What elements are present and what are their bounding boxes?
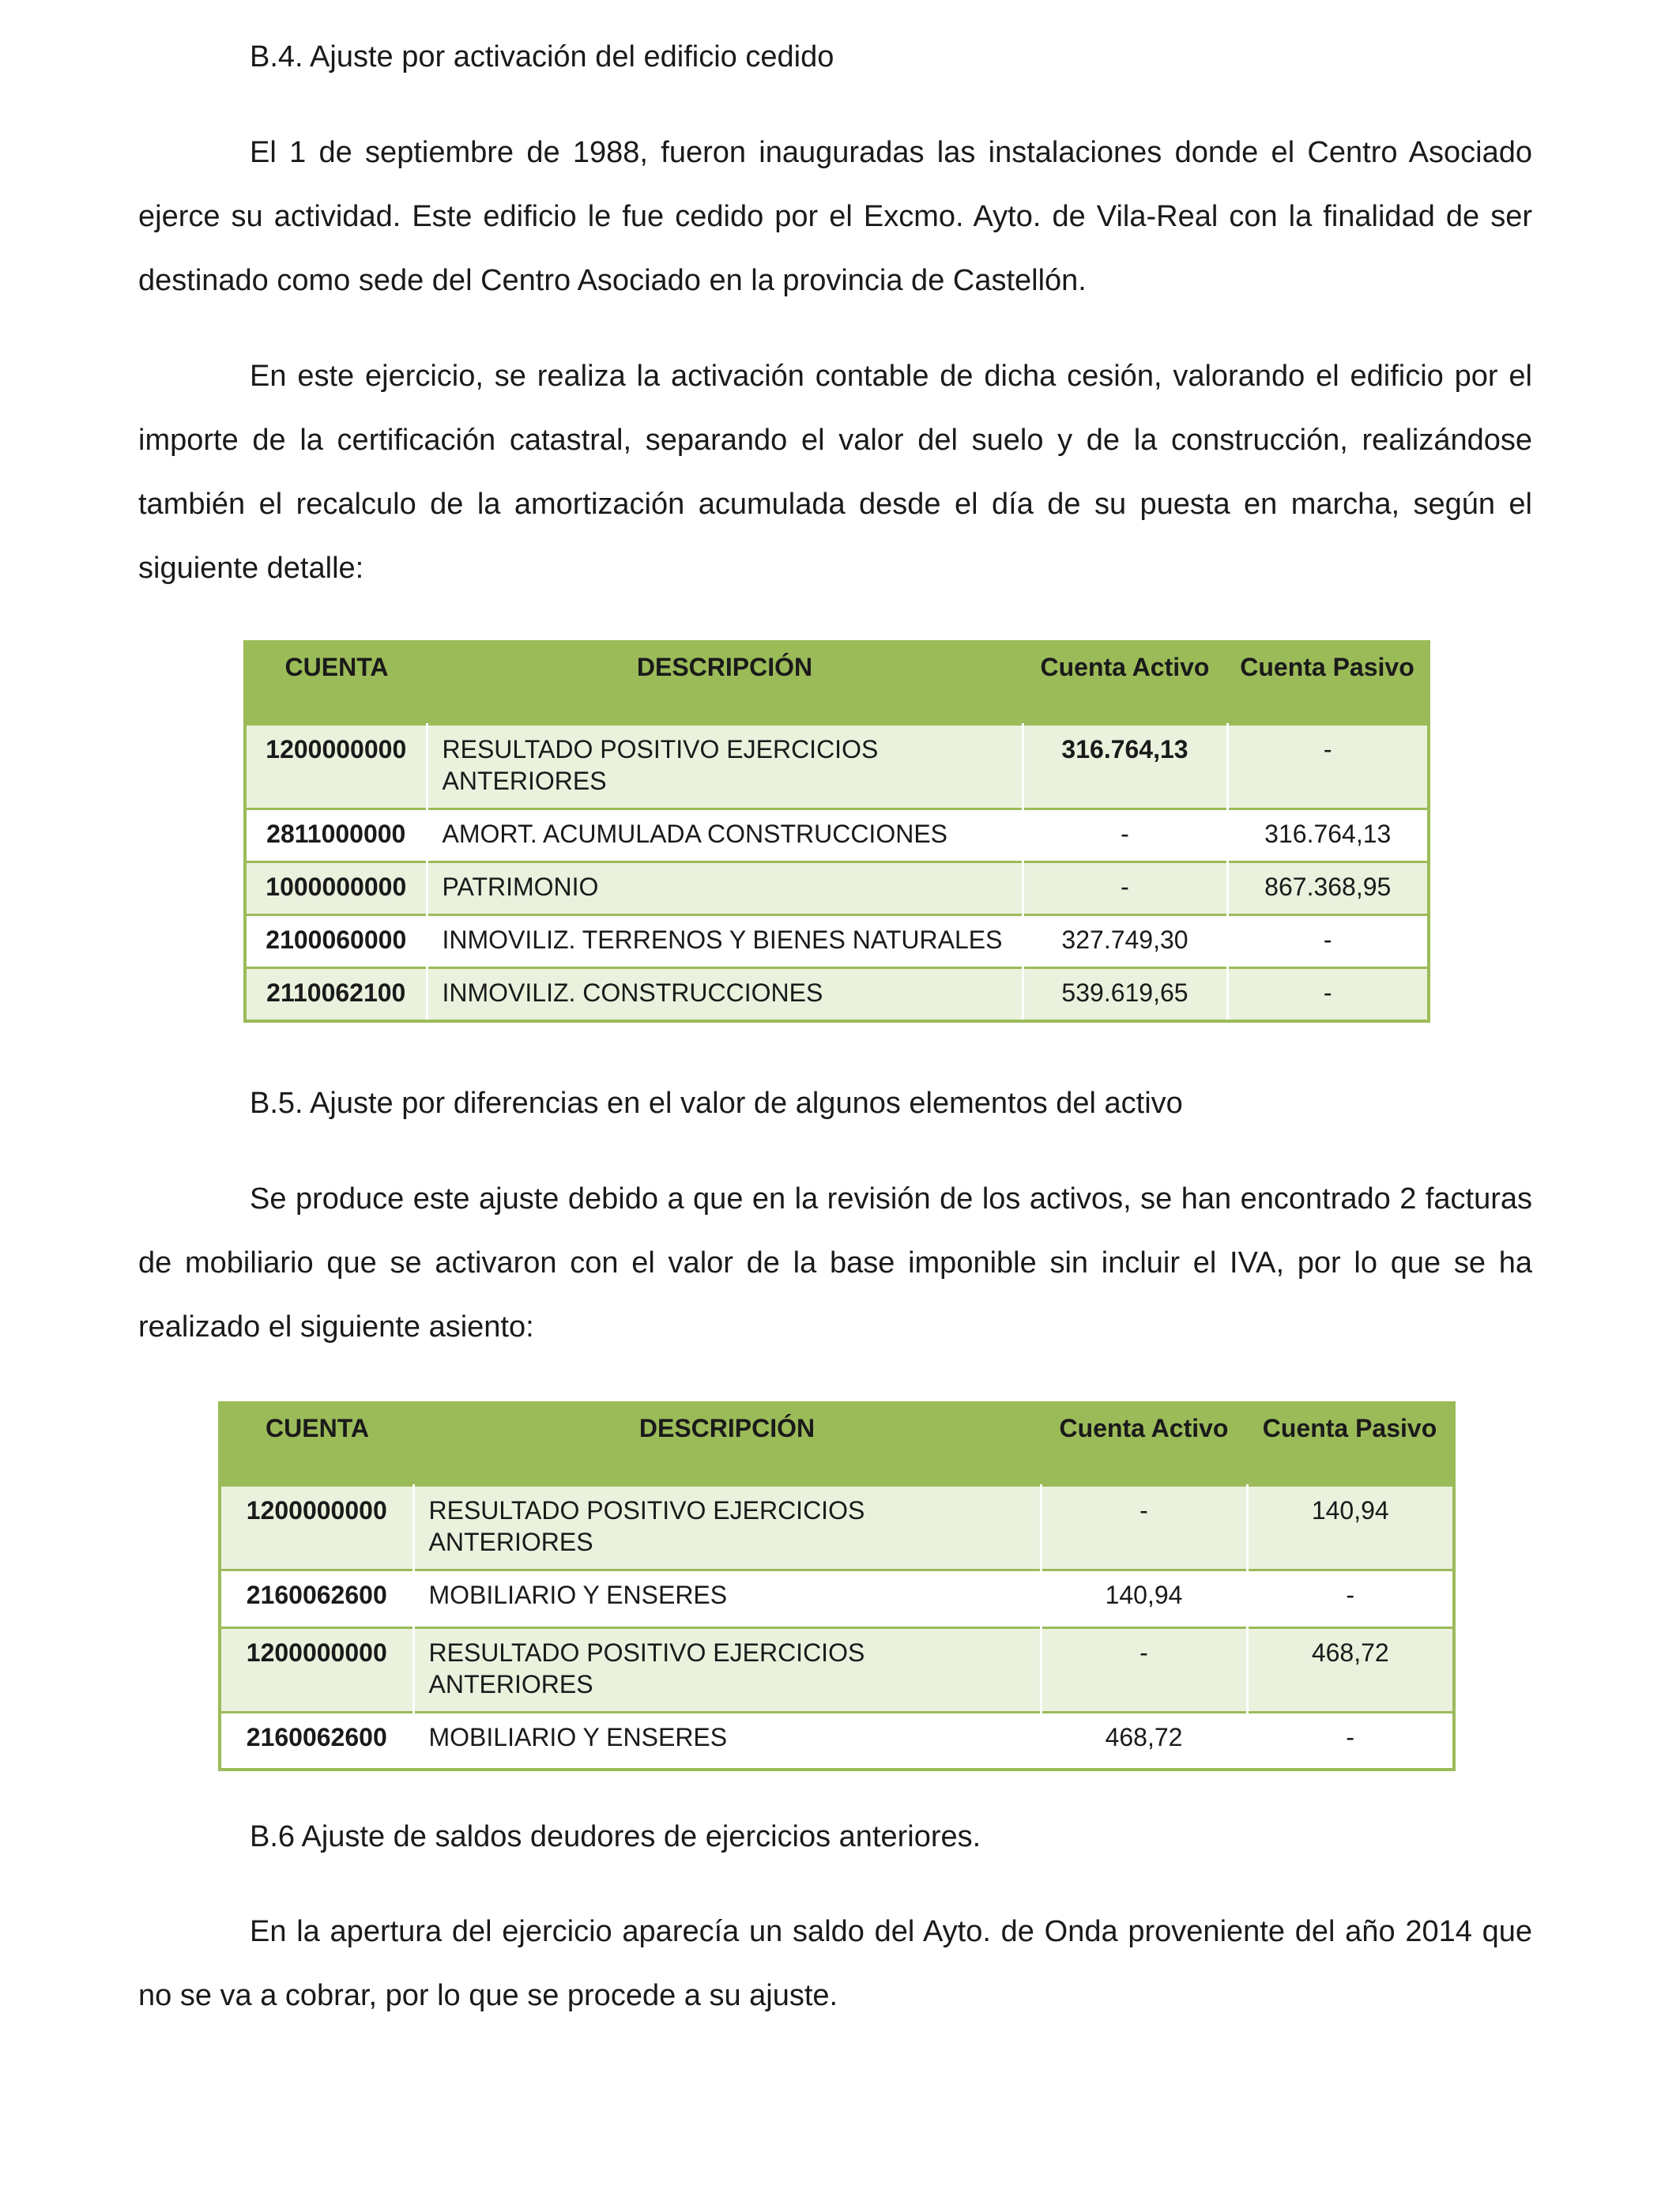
cell-activo: - [1041, 1627, 1247, 1712]
cell-descripcion: AMORT. ACUMULADA CONSTRUCCIONES [427, 809, 1023, 861]
paragraph-b4-1: El 1 de septiembre de 1988, fueron inauguradas las instalaciones donde el Centro Asociado ejerce su actividad. Este edificio le fue cedido por el Excmo. Ayto. de Vila-Real con la finalidad de ser destinado como sede del Centro Asociado en la provincia de Castellón. [138, 136, 1532, 297]
cell-activo: - [1023, 809, 1227, 861]
cell-cuenta: 1200000000 [220, 1485, 413, 1570]
cell-activo: 316.764,13 [1023, 724, 1227, 809]
cell-descripcion: INMOVILIZ. TERRENOS Y BIENES NATURALES [427, 914, 1023, 967]
cell-pasivo: 867.368,95 [1227, 861, 1429, 914]
section-heading-b5: B.5. Ajuste por diferencias en el valor de algunos elementos del activo [250, 1087, 1183, 1120]
cell-activo: 539.619,65 [1023, 967, 1227, 1021]
header-descripcion: DESCRIPCIÓN [413, 1403, 1041, 1485]
header-cuenta: CUENTA [245, 642, 427, 724]
cell-activo: 140,94 [1041, 1570, 1247, 1627]
cell-pasivo: - [1227, 914, 1429, 967]
cell-activo: - [1023, 861, 1227, 914]
header-cuenta-pasivo: Cuenta Pasivo [1227, 642, 1429, 724]
table-row [220, 1712, 1454, 1770]
cell-cuenta: 2110062100 [245, 967, 427, 1021]
cell-activo: 468,72 [1041, 1712, 1247, 1770]
cell-descripcion: RESULTADO POSITIVO EJERCICIOS ANTERIORES [413, 1485, 1041, 1570]
header-cuenta-pasivo: Cuenta Pasivo [1247, 1403, 1454, 1485]
section-heading-b6: B.6 Ajuste de saldos deudores de ejercicios anteriores. [250, 1820, 981, 1853]
cell-pasivo: - [1227, 724, 1429, 809]
header-descripcion: DESCRIPCIÓN [427, 642, 1023, 724]
cell-pasivo: - [1247, 1712, 1454, 1770]
cell-pasivo: 468,72 [1247, 1627, 1454, 1712]
paragraph-b5-1: Se produce este ajuste debido a que en la revisión de los activos, se han encontrado 2 facturas de mobiliario que se activaron con el valor de la base imponible sin incluir el IVA, por lo que se ha realizado el siguiente asiento: [138, 1182, 1532, 1344]
header-cuenta: CUENTA [220, 1403, 413, 1485]
table-row [220, 1485, 1454, 1570]
cell-pasivo: 316.764,13 [1227, 809, 1429, 861]
cell-descripcion: RESULTADO POSITIVO EJERCICIOS ANTERIORES [413, 1627, 1041, 1712]
cell-descripcion: MOBILIARIO Y ENSERES [413, 1570, 1041, 1627]
cell-cuenta: 2160062600 [220, 1570, 413, 1627]
cell-cuenta: 2811000000 [245, 809, 427, 861]
table-row [245, 861, 1429, 914]
cell-activo: 327.749,30 [1023, 914, 1227, 967]
cell-activo: - [1041, 1485, 1247, 1570]
header-cuenta-activo: Cuenta Activo [1023, 642, 1227, 724]
header-cuenta-activo: Cuenta Activo [1041, 1403, 1247, 1485]
cell-pasivo: 140,94 [1247, 1485, 1454, 1570]
table-row [220, 1570, 1454, 1627]
cell-descripcion: RESULTADO POSITIVO EJERCICIOS ANTERIORES [427, 724, 1023, 809]
cell-descripcion: INMOVILIZ. CONSTRUCCIONES [427, 967, 1023, 1021]
cell-descripcion: MOBILIARIO Y ENSERES [413, 1712, 1041, 1770]
cell-pasivo: - [1247, 1570, 1454, 1627]
cell-descripcion: PATRIMONIO [427, 861, 1023, 914]
table-header-row [245, 642, 1429, 724]
table-row [245, 967, 1429, 1021]
table-header-row [220, 1403, 1454, 1485]
cell-pasivo: - [1227, 967, 1429, 1021]
cell-cuenta: 2100060000 [245, 914, 427, 967]
paragraph-b4-2: En este ejercicio, se realiza la activación contable de dicha cesión, valorando el edificio por el importe de la certificación catastral, separando el valor del suelo y de la construcción, realizándose también el recalculo de la amortización acumulada desde el día de su puesta en marcha, según el siguiente detalle: [138, 360, 1532, 585]
cell-cuenta: 1200000000 [220, 1627, 413, 1712]
cell-cuenta: 1000000000 [245, 861, 427, 914]
section-heading-b4: B.4. Ajuste por activación del edificio cedido [250, 40, 834, 74]
table-row [245, 914, 1429, 967]
accounts-table-b4 [243, 640, 1430, 1023]
table-row [245, 724, 1429, 809]
cell-cuenta: 1200000000 [245, 724, 427, 809]
table-row [245, 809, 1429, 861]
table-row [220, 1627, 1454, 1712]
cell-cuenta: 2160062600 [220, 1712, 413, 1770]
accounts-table-b5 [218, 1401, 1456, 1771]
paragraph-b6-1: En la apertura del ejercicio aparecía un saldo del Ayto. de Onda proveniente del año 2014 que no se va a cobrar, por lo que se procede a su ajuste. [138, 1915, 1532, 2012]
